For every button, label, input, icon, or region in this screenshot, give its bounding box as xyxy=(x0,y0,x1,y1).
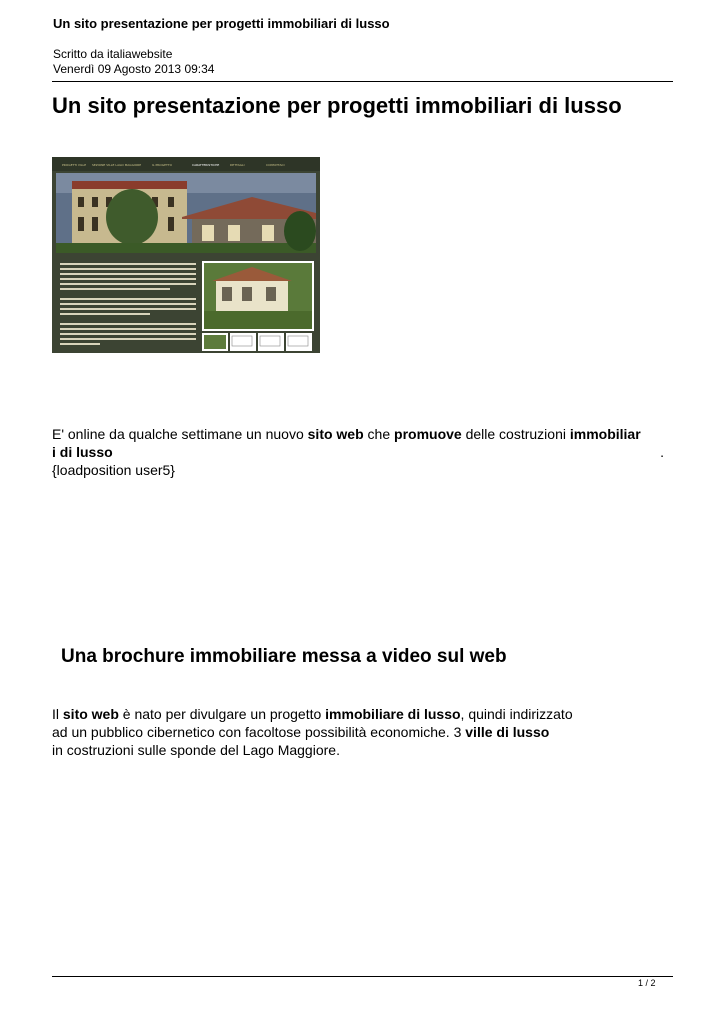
bold-text-run: ville di lusso xyxy=(465,724,550,740)
article-meta xyxy=(53,47,214,77)
bottom-divider xyxy=(52,976,673,977)
hero-nav-item: CONTATTACI xyxy=(266,163,285,167)
intro-paragraph xyxy=(52,425,672,479)
text-run: , quindi indirizzato xyxy=(460,706,573,722)
text-run: che xyxy=(363,426,395,442)
intro-bold-continuation: i di lusso xyxy=(52,444,113,460)
intro-line-1 xyxy=(52,425,672,443)
text-run: delle costruzioni xyxy=(461,426,570,442)
intro-line-end: . xyxy=(660,444,664,460)
text-run: Il xyxy=(52,706,63,722)
section-heading: Una brochure immobiliare messa a video sul web xyxy=(61,646,507,667)
hero-nav-item: SEZIONE VILLE LAGO MAGGIORE xyxy=(92,163,142,167)
body-paragraph xyxy=(52,705,573,759)
bold-text-run: sito web xyxy=(307,426,364,442)
text-run: ad un pubblico cibernetico con facoltose possibilità economiche. 3 xyxy=(52,724,466,740)
body-line-1 xyxy=(52,705,573,723)
bold-text-run: immobiliar xyxy=(569,426,641,442)
body-line-3: in costruzioni sulle sponde del Lago Maggiore. xyxy=(52,742,340,758)
date-line: Venerdì 09 Agosto 2013 09:34 xyxy=(53,62,215,76)
page-number: 1 / 2 xyxy=(638,978,656,988)
running-title: Un sito presentazione per progetti immobiliari di lusso xyxy=(53,16,390,31)
loadposition-placeholder: {loadposition user5} xyxy=(52,462,175,478)
hero-nav-item: DETTAGLI xyxy=(230,163,245,167)
hero-nav-item: CARATTERISTICHE xyxy=(192,163,220,167)
text-run: E' online da qualche settimane un nuovo xyxy=(52,426,308,442)
bold-text-run: sito web xyxy=(62,706,119,722)
website-screenshot-image xyxy=(52,157,320,353)
text-run: è nato per divulgare un progetto xyxy=(118,706,326,722)
hero-nav-item: IL PROGETTO xyxy=(152,163,172,167)
body-line-2 xyxy=(52,723,573,741)
bold-text-run: promuove xyxy=(394,426,462,442)
intro-line-2 xyxy=(52,443,672,461)
author-line: Scritto da italiawebsite xyxy=(53,47,173,61)
hero-nav-item: PROGETTI VILLE xyxy=(62,163,87,167)
article-title: Un sito presentazione per progetti immobiliari di lusso xyxy=(52,93,622,118)
bold-text-run: immobiliare di lusso xyxy=(325,706,461,722)
top-divider xyxy=(52,81,673,82)
